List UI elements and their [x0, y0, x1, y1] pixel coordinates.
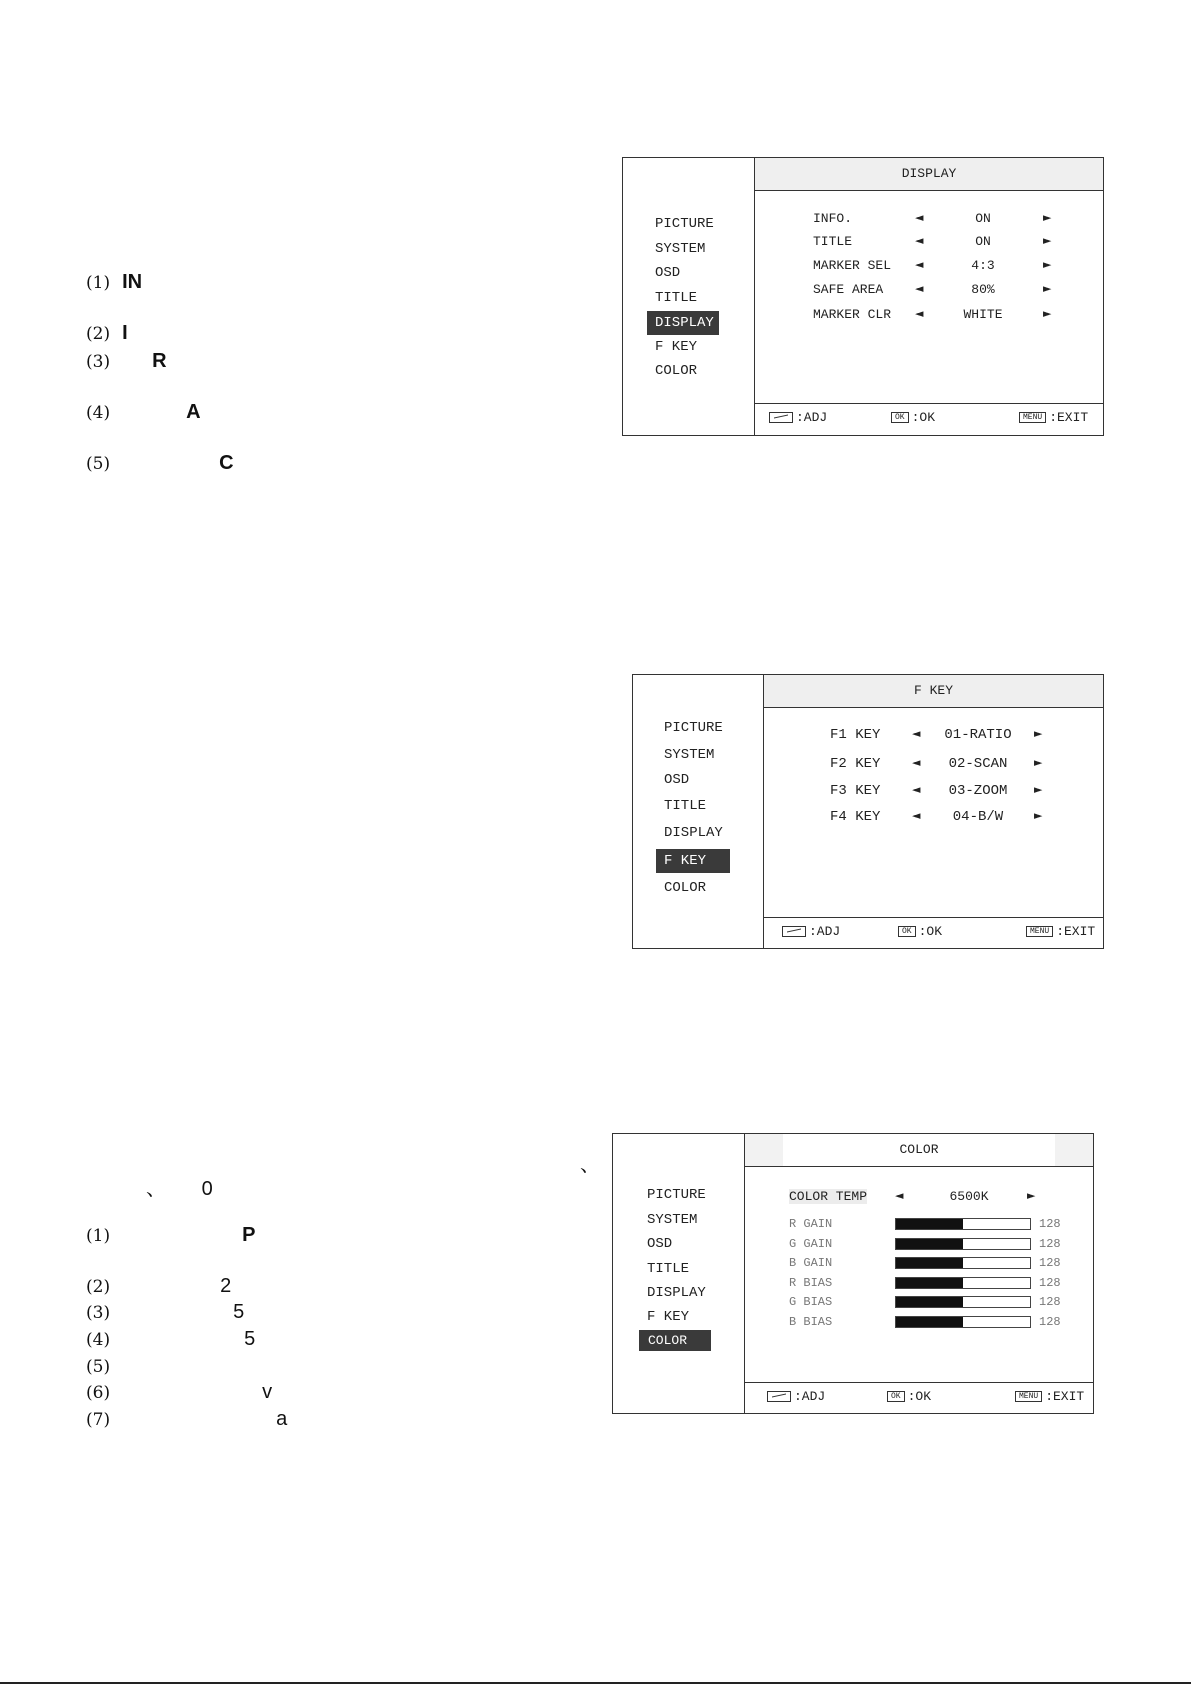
color-bar-value: 128	[1039, 1236, 1061, 1251]
item-number: (7)	[86, 1410, 111, 1430]
color-bar-fill	[896, 1297, 963, 1307]
hint-adjust	[767, 1389, 825, 1404]
menu-item-display[interactable]: DISPLAY	[647, 1285, 706, 1301]
menu-footer	[745, 1382, 1093, 1413]
menu-header	[764, 675, 1103, 708]
item-number: (1)	[86, 1226, 111, 1246]
menu-item-display[interactable]: DISPLAY	[647, 311, 719, 335]
menu-footer	[764, 917, 1103, 948]
color-bar-value: 128	[1039, 1295, 1061, 1309]
hint-text: :ADJ	[794, 1389, 826, 1404]
menu-item-osd[interactable]: OSD	[664, 772, 690, 788]
color-bar-label: R GAIN	[789, 1217, 833, 1231]
item-number: (4)	[86, 1330, 111, 1350]
setting-label: INFO.	[813, 211, 853, 226]
hint-ok	[891, 410, 935, 425]
menu-title: DISPLAY	[901, 166, 957, 181]
hint-text: :EXIT	[1045, 1389, 1085, 1404]
hint-text: :EXIT	[1056, 924, 1096, 939]
hint-adjust	[782, 924, 840, 939]
menu-item-system[interactable]: SYSTEM	[647, 1212, 698, 1228]
color-bar-track[interactable]	[895, 1277, 1031, 1289]
menu-item-color[interactable]: COLOR	[664, 880, 707, 896]
hint-text: :ADJ	[809, 924, 841, 939]
menu-item-system[interactable]: SYSTEM	[664, 747, 715, 763]
knob-icon	[767, 1391, 791, 1402]
setting-value: 4:3	[971, 258, 995, 273]
hint-text: :ADJ	[796, 410, 828, 425]
item-text: C	[219, 452, 234, 474]
item-text: P	[242, 1224, 256, 1246]
menu-title: COLOR	[783, 1134, 1054, 1166]
arrow-left-icon[interactable]: ◄	[912, 756, 921, 769]
color-bar-row[interactable]	[789, 1237, 1069, 1251]
color-bar-row[interactable]	[789, 1217, 1069, 1231]
color-bar-fill	[896, 1278, 963, 1288]
color-bar-value: 128	[1039, 1256, 1061, 1270]
arrow-right-icon[interactable]: ►	[1043, 234, 1052, 247]
menu-sidebar	[613, 1134, 745, 1413]
setting-label: TITLE	[813, 234, 853, 249]
item-text: 2	[220, 1275, 232, 1297]
fkey-label: F2 KEY	[830, 756, 881, 772]
color-bar-track[interactable]	[895, 1218, 1031, 1230]
arrow-right-icon[interactable]: ►	[1043, 211, 1052, 224]
color-temp-value: 6500K	[949, 1189, 989, 1204]
item-number: (1)	[86, 273, 111, 293]
setting-value: 80%	[971, 282, 995, 297]
hint-adjust	[769, 410, 827, 425]
item-b1	[86, 1224, 255, 1247]
color-bar-row[interactable]	[789, 1276, 1069, 1290]
item-text: 5	[233, 1301, 245, 1323]
arrow-left-icon[interactable]: ◄	[915, 258, 924, 271]
color-bar-track[interactable]	[895, 1238, 1031, 1250]
hint-text: :OK	[918, 924, 943, 939]
tick-mark: 、	[580, 1154, 600, 1176]
item-text: R	[152, 350, 167, 372]
color-bar-label: G GAIN	[789, 1236, 833, 1251]
ok-key-icon: OK	[898, 926, 916, 937]
color-bar-row[interactable]	[789, 1295, 1069, 1309]
arrow-right-icon[interactable]: ►	[1034, 727, 1043, 740]
arrow-right-icon[interactable]: ►	[1034, 756, 1043, 769]
fkey-value: 02-SCAN	[948, 756, 1008, 772]
arrow-left-icon[interactable]: ◄	[915, 307, 924, 320]
fkey-label: F4 KEY	[830, 809, 881, 825]
color-bar-label: B BIAS	[789, 1314, 833, 1329]
menu-sidebar	[633, 675, 764, 948]
color-bar-track[interactable]	[895, 1257, 1031, 1269]
fkey-value: 03-ZOOM	[948, 783, 1008, 799]
item-b5	[86, 1355, 122, 1378]
item-text: a	[276, 1408, 288, 1430]
color-bar-fill	[896, 1317, 963, 1327]
menu-item-fkey[interactable]: F KEY	[647, 1309, 690, 1325]
intro-digit: 0	[201, 1178, 213, 1200]
ok-key-icon: OK	[891, 412, 909, 423]
menu-item-system[interactable]: SYSTEM	[655, 241, 706, 257]
item-number: (2)	[86, 1277, 111, 1297]
menu-item-display[interactable]: DISPLAY	[664, 825, 723, 841]
display-menu-panel	[622, 157, 1104, 436]
item-number: (3)	[86, 352, 111, 372]
color-menu-panel	[612, 1133, 1094, 1414]
arrow-right-icon[interactable]: ►	[1034, 809, 1043, 822]
item-b6	[86, 1381, 272, 1404]
color-bar-track[interactable]	[895, 1296, 1031, 1308]
color-bar-fill	[896, 1239, 963, 1249]
menu-item-picture[interactable]: PICTURE	[664, 720, 723, 736]
item-3	[86, 350, 167, 373]
fkey-value: 01-RATIO	[944, 727, 1012, 743]
hint-exit	[1015, 1389, 1084, 1404]
hint-ok	[898, 924, 942, 939]
color-bar-fill	[896, 1258, 963, 1268]
knob-icon	[782, 926, 806, 937]
arrow-left-icon[interactable]: ◄	[912, 809, 921, 822]
item-number: (5)	[86, 1357, 111, 1377]
menu-key-icon: MENU	[1026, 926, 1053, 937]
color-bar-value: 128	[1039, 1217, 1061, 1231]
hint-text: :OK	[907, 1389, 932, 1404]
menu-key-icon: MENU	[1015, 1391, 1042, 1402]
menu-item-fkey[interactable]: F KEY	[656, 849, 730, 873]
item-text: A	[186, 401, 201, 423]
menu-footer	[755, 403, 1103, 435]
color-bar-label: G BIAS	[789, 1295, 833, 1309]
menu-item-title[interactable]: TITLE	[647, 1261, 690, 1277]
menu-header	[745, 1134, 1093, 1167]
setting-label: SAFE AREA	[813, 282, 884, 297]
item-4	[86, 401, 201, 424]
menu-item-picture[interactable]: PICTURE	[647, 1187, 706, 1203]
setting-value: ON	[975, 234, 991, 249]
setting-label: MARKER CLR	[813, 307, 892, 322]
arrow-right-icon[interactable]: ►	[1043, 307, 1052, 320]
fkey-value: 04-B/W	[952, 809, 1004, 825]
color-bar-value: 128	[1039, 1314, 1061, 1329]
item-b4	[86, 1328, 255, 1351]
color-bar-fill	[896, 1219, 963, 1229]
item-2	[86, 322, 128, 345]
arrow-left-icon[interactable]: ◄	[915, 282, 924, 295]
color-temp-label: COLOR TEMP	[789, 1189, 868, 1204]
arrow-right-icon[interactable]: ►	[1043, 282, 1052, 295]
menu-item-picture[interactable]: PICTURE	[655, 216, 714, 232]
setting-value: WHITE	[963, 307, 1003, 322]
arrow-left-icon[interactable]: ◄	[915, 211, 924, 224]
item-b2	[86, 1275, 231, 1298]
color-bar-track[interactable]	[895, 1316, 1031, 1328]
arrow-left-icon[interactable]: ◄	[915, 234, 924, 247]
item-number: (4)	[86, 403, 111, 423]
menu-sidebar	[623, 158, 755, 435]
arrow-left-icon[interactable]: ◄	[912, 783, 921, 796]
color-bar-row[interactable]	[789, 1315, 1069, 1329]
arrow-right-icon[interactable]: ►	[1043, 258, 1052, 271]
fkey-menu-panel	[632, 674, 1104, 949]
setting-value: ON	[975, 211, 991, 226]
item-text: IN	[122, 271, 143, 293]
ok-key-icon: OK	[887, 1391, 905, 1402]
fkey-label: F3 KEY	[830, 783, 881, 799]
menu-item-fkey[interactable]: F KEY	[655, 339, 698, 355]
hint-text: :EXIT	[1049, 410, 1089, 425]
arrow-right-icon[interactable]: ►	[1027, 1189, 1036, 1202]
menu-item-osd[interactable]: OSD	[647, 1236, 673, 1252]
menu-key-icon: MENU	[1019, 412, 1046, 423]
color-bar-label: R BIAS	[789, 1275, 833, 1290]
hint-exit	[1026, 924, 1095, 939]
color-bar-row[interactable]	[789, 1256, 1069, 1270]
hint-exit	[1019, 410, 1088, 425]
menu-item-osd[interactable]: OSD	[655, 265, 681, 281]
item-5	[86, 452, 234, 475]
item-b3	[86, 1301, 244, 1324]
item-text: v	[262, 1381, 273, 1403]
arrow-right-icon[interactable]: ►	[1034, 783, 1043, 796]
item-text: I	[122, 322, 128, 344]
page-bottom-rule	[0, 1682, 1191, 1684]
item-number: (6)	[86, 1383, 111, 1403]
item-text: 5	[244, 1328, 256, 1350]
intro-tick: 、	[146, 1178, 166, 1200]
hint-ok	[887, 1389, 931, 1404]
menu-item-color[interactable]: COLOR	[655, 363, 698, 379]
menu-title: F KEY	[913, 683, 953, 698]
color-bar-label: B GAIN	[789, 1256, 833, 1270]
menu-item-title[interactable]: TITLE	[664, 798, 707, 814]
setting-label: MARKER SEL	[813, 258, 892, 273]
stray-tick	[580, 1148, 600, 1177]
knob-icon	[769, 412, 793, 423]
item-b7	[86, 1408, 287, 1431]
menu-item-title[interactable]: TITLE	[655, 290, 698, 306]
item-number: (2)	[86, 324, 111, 344]
menu-header	[755, 158, 1103, 191]
arrow-left-icon[interactable]: ◄	[912, 727, 921, 740]
item-number: (5)	[86, 454, 111, 474]
hint-text: :OK	[911, 410, 936, 425]
menu-item-color[interactable]: COLOR	[639, 1330, 711, 1351]
color-bar-value: 128	[1039, 1275, 1061, 1290]
fkey-label: F1 KEY	[830, 727, 881, 743]
arrow-left-icon[interactable]: ◄	[895, 1189, 904, 1202]
item-1	[86, 271, 142, 294]
item-number: (3)	[86, 1303, 111, 1323]
intro-fragment	[146, 1172, 213, 1201]
